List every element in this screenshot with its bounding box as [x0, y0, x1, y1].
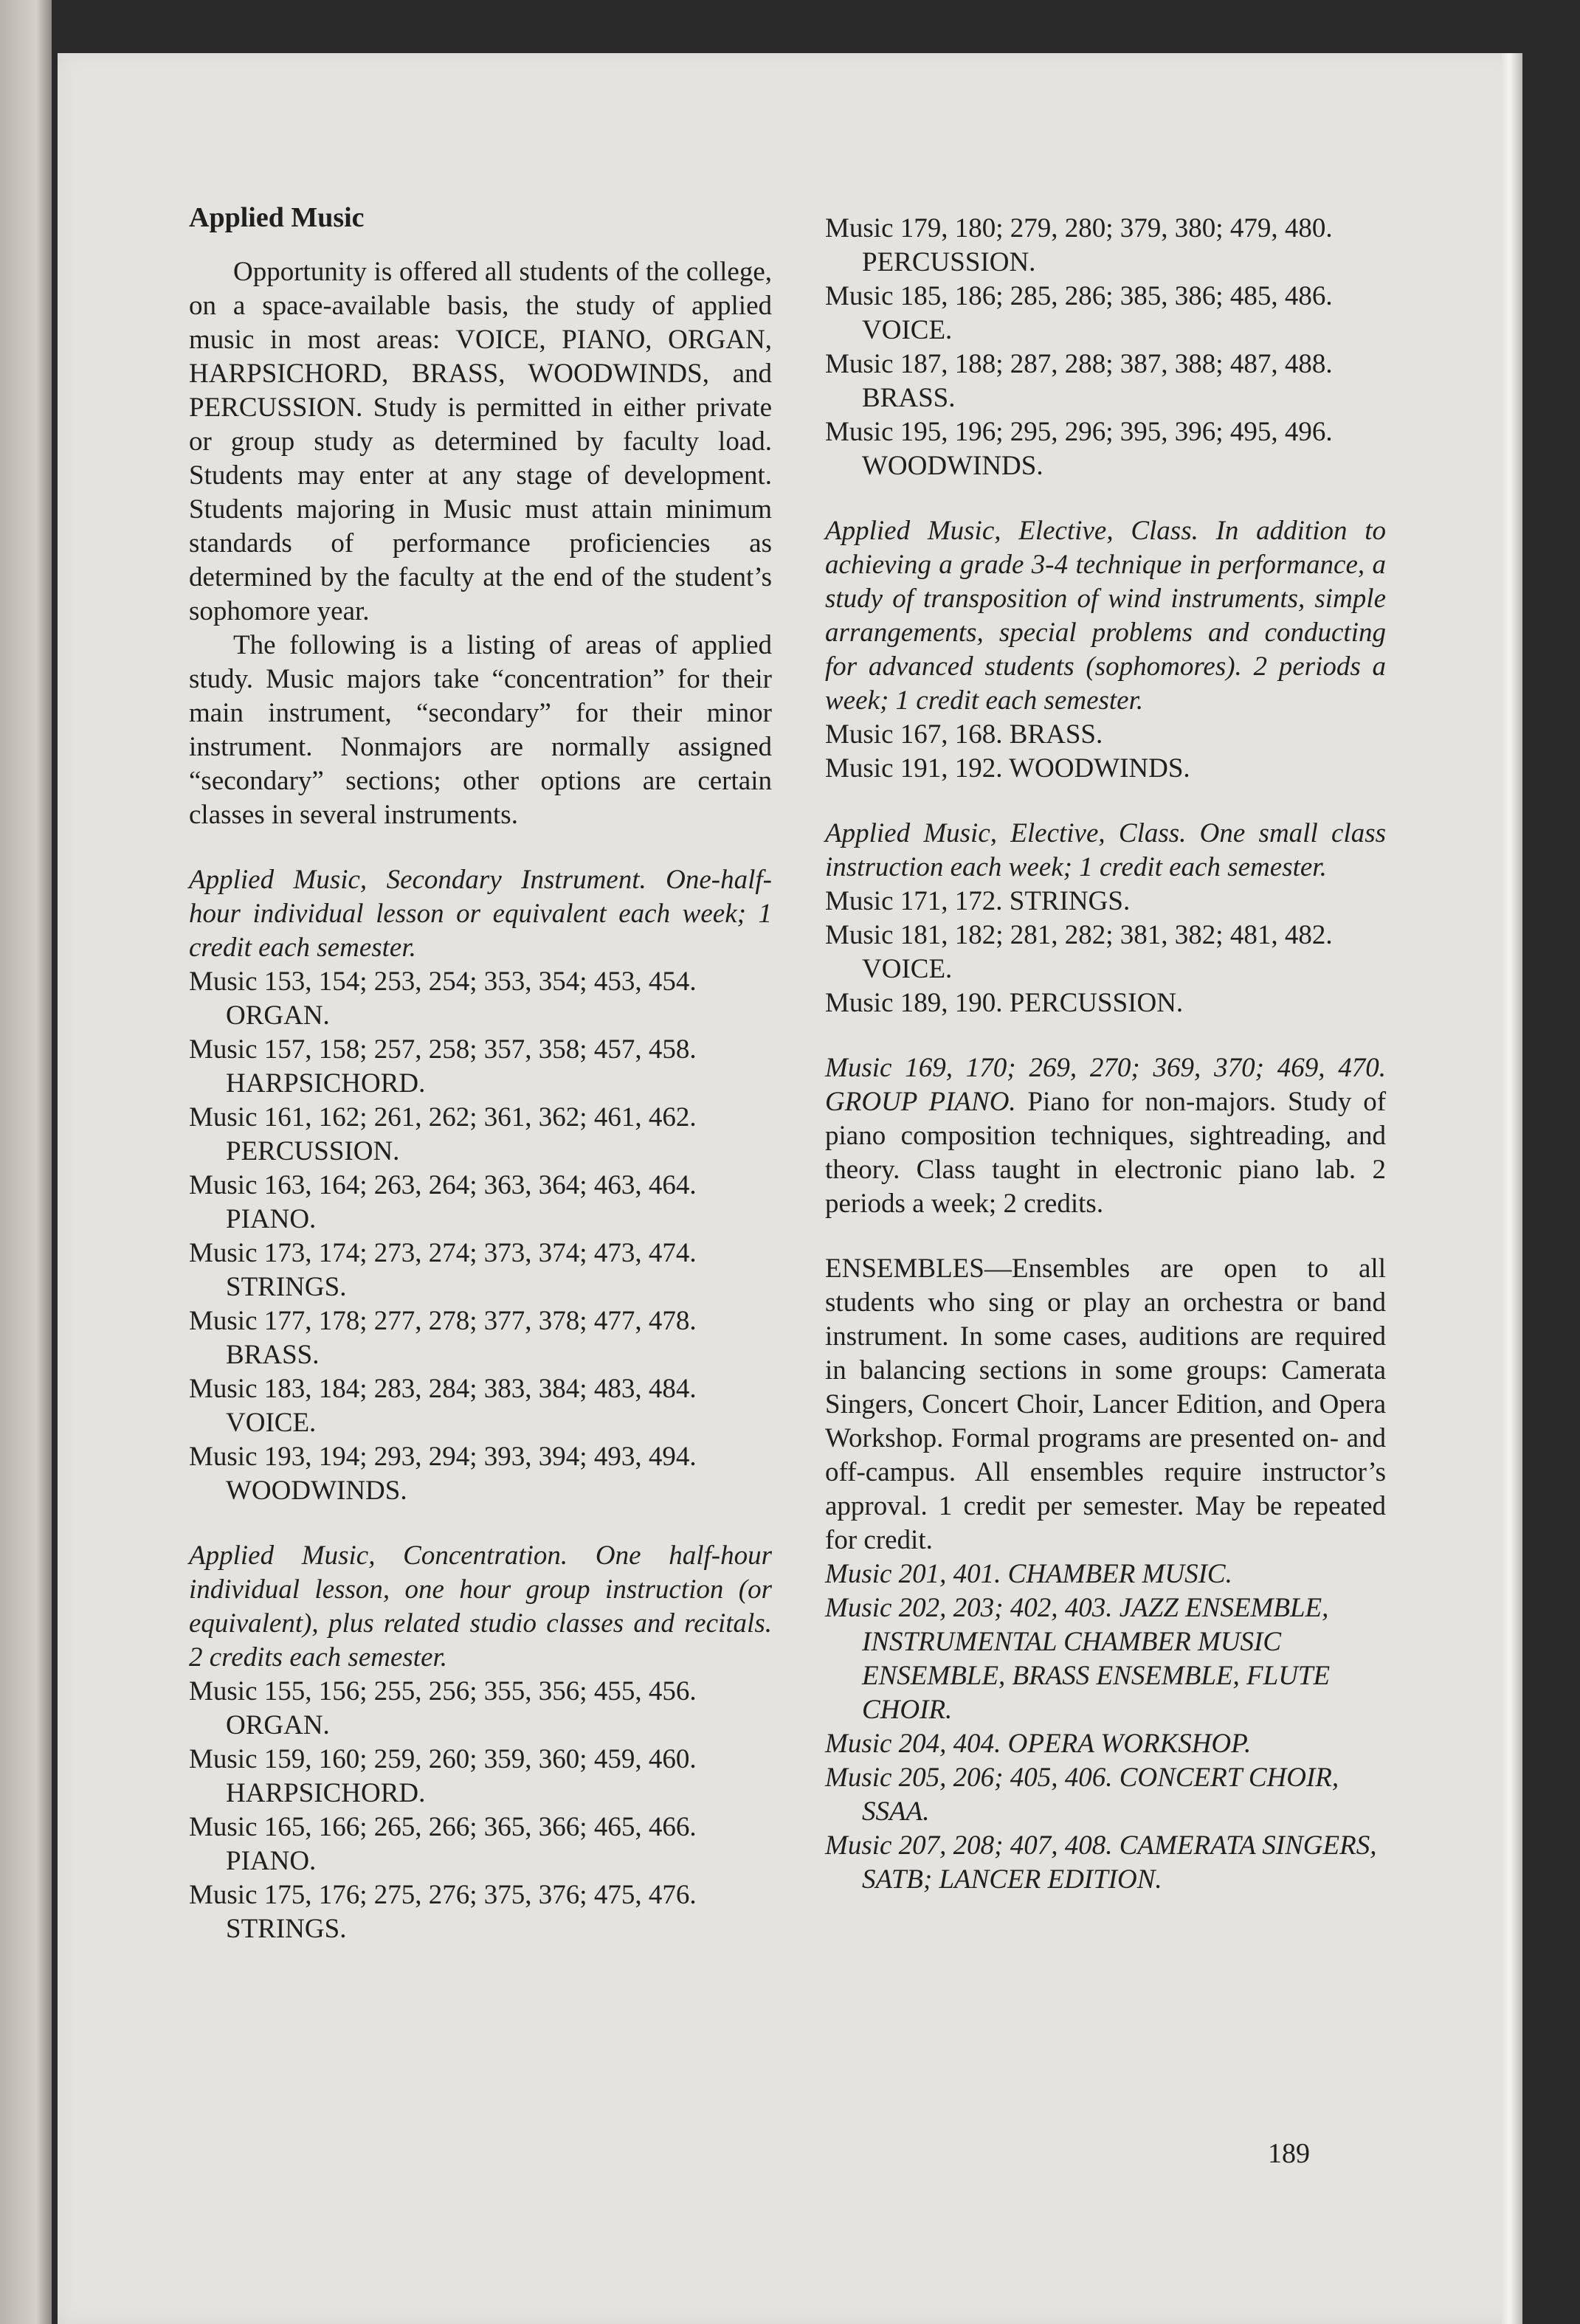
course-entry: Music 177, 178; 277, 278; 377, 378; 477, 478. BRASS. [189, 1306, 697, 1370]
ensembles-paragraph: ENSEMBLES—Ensembles are open to all students who sing or play an orchestra or band instrument. In some cases, auditions are required in balancing sections in some groups: Camerata Singers, Concert Choir, Lancer Edition, and Opera Workshop. Formal programs are presented on- and off-campus. All ensembles require instructor’s approval. 1 credit per semester. May be repeated for credit. [825, 1253, 1386, 1555]
intro-paragraph-2: The following is a listing of areas of applied study. Music majors take “concentration” for their main instrument, “secondary” for their minor instrument. Nonmajors are normally assigned “secondary” sections; other options are certain classes in several instruments. [189, 630, 772, 830]
course-entry: Music 153, 154; 253, 254; 353, 354; 453, 454. ORGAN. [189, 966, 697, 1031]
course-entry: Music 179, 180; 279, 280; 379, 380; 479, 480. PERCUSSION. [825, 213, 1333, 277]
course-entry: Music 155, 156; 255, 256; 355, 356; 455, 456. ORGAN. [189, 1676, 697, 1740]
course-entry: Music 171, 172. STRINGS. [825, 886, 1131, 916]
course-entry: Music 159, 160; 259, 260; 359, 360; 459, 460. HARPSICHORD. [189, 1744, 697, 1808]
course-entry: Music 165, 166; 265, 266; 365, 366; 465, 466. PIANO. [189, 1812, 697, 1876]
course-entry: Music 157, 158; 257, 258; 357, 358; 457, 458. HARPSICHORD. [189, 1034, 697, 1099]
left-column [189, 201, 772, 1946]
course-entry: Music 195, 196; 295, 296; 395, 396; 495, 496. WOODWINDS. [825, 417, 1333, 481]
course-entry: Music 173, 174; 273, 274; 373, 374; 473, 474. STRINGS. [189, 1238, 697, 1302]
group-piano-title: Music 169, 170; 269, 270; 369, 370; 469, 470. GROUP PIANO. [825, 1053, 1386, 1117]
section-heading: Applied Music [189, 202, 365, 233]
course-entry: Music 167, 168. BRASS. [825, 719, 1103, 750]
ensemble-course: Music 204, 404. OPERA WORKSHOP. [825, 1729, 1252, 1759]
group-piano-entry [825, 1051, 1386, 1221]
course-entry: Music 189, 190. PERCUSSION. [825, 988, 1184, 1018]
course-entry: Music 187, 188; 287, 288; 387, 388; 487, 488. BRASS. [825, 349, 1333, 413]
elective-description-1: Applied Music, Elective, Class. In addition to achieving a grade 3-4 technique in performance, a study of transposition of wind instruments, simple arrangements, special problems and conducting for advanced students (sophomores). 2 periods a week; 1 credit each semester. [825, 516, 1386, 716]
course-entry: Music 193, 194; 293, 294; 393, 394; 493, 494. WOODWINDS. [189, 1442, 697, 1506]
right-column [825, 212, 1386, 1897]
concentration-description: Applied Music, Concentration. One half-hour individual lesson, one hour group instruction (or equivalent), plus related studio classes and recitals. 2 credits each semester. [189, 1540, 772, 1673]
secondary-description: Applied Music, Secondary Instrument. One-half-hour individual lesson or equivalent each week; 1 credit each semester. [189, 865, 772, 963]
course-entry: Music 161, 162; 261, 262; 361, 362; 461, 462. PERCUSSION. [189, 1102, 697, 1166]
page-right-edge [1502, 53, 1522, 2324]
facing-page-edge [0, 0, 52, 2324]
ensemble-course: Music 205, 206; 405, 406. CONCERT CHOIR, SSAA. [825, 1763, 1339, 1827]
course-entry: Music 185, 186; 285, 286; 385, 386; 485, 486. VOICE. [825, 281, 1333, 345]
course-entry: Music 163, 164; 263, 264; 363, 364; 463, 464. PIANO. [189, 1170, 697, 1234]
course-entry: Music 181, 182; 281, 282; 381, 382; 481, 482. VOICE. [825, 920, 1333, 984]
elective-description-2: Applied Music, Elective, Class. One small class instruction each week; 1 credit each semester. [825, 818, 1386, 882]
group-piano-text: Piano for non-majors. Study of piano composition techniques, sightreading, and theory. Class taught in electronic piano lab. 2 periods a week; 2 credits. [825, 1087, 1387, 1219]
book-page [58, 53, 1522, 2324]
course-entry: Music 191, 192. WOODWINDS. [825, 753, 1190, 784]
ensemble-course: Music 207, 208; 407, 408. CAMERATA SINGERS, SATB; LANCER EDITION. [825, 1830, 1377, 1895]
ensemble-course: Music 201, 401. CHAMBER MUSIC. [825, 1559, 1232, 1589]
course-entry: Music 175, 176; 275, 276; 375, 376; 475, 476. STRINGS. [189, 1880, 697, 1944]
page-number: 189 [1268, 2138, 1310, 2169]
course-entry: Music 183, 184; 283, 284; 383, 384; 483, 484. VOICE. [189, 1374, 697, 1438]
ensemble-course: Music 202, 203; 402, 403. JAZZ ENSEMBLE, INSTRUMENTAL CHAMBER MUSIC ENSEMBLE, BRASS ENSEMBLE, FLUTE CHOIR. [825, 1593, 1331, 1725]
intro-paragraph-1: Opportunity is offered all students of the college, on a space-available basis, the study of applied music in most areas: VOICE, PIANO, ORGAN, HARPSICHORD, BRASS, WOODWINDS, and PERCUSSION. Study is permitted in either private or group study as determined by faculty load. Students may enter at any stage of development. Students majoring in Music must attain minimum standards of performance proficiencies as determined by the faculty at the end of the student’s sophomore year. [189, 257, 772, 626]
